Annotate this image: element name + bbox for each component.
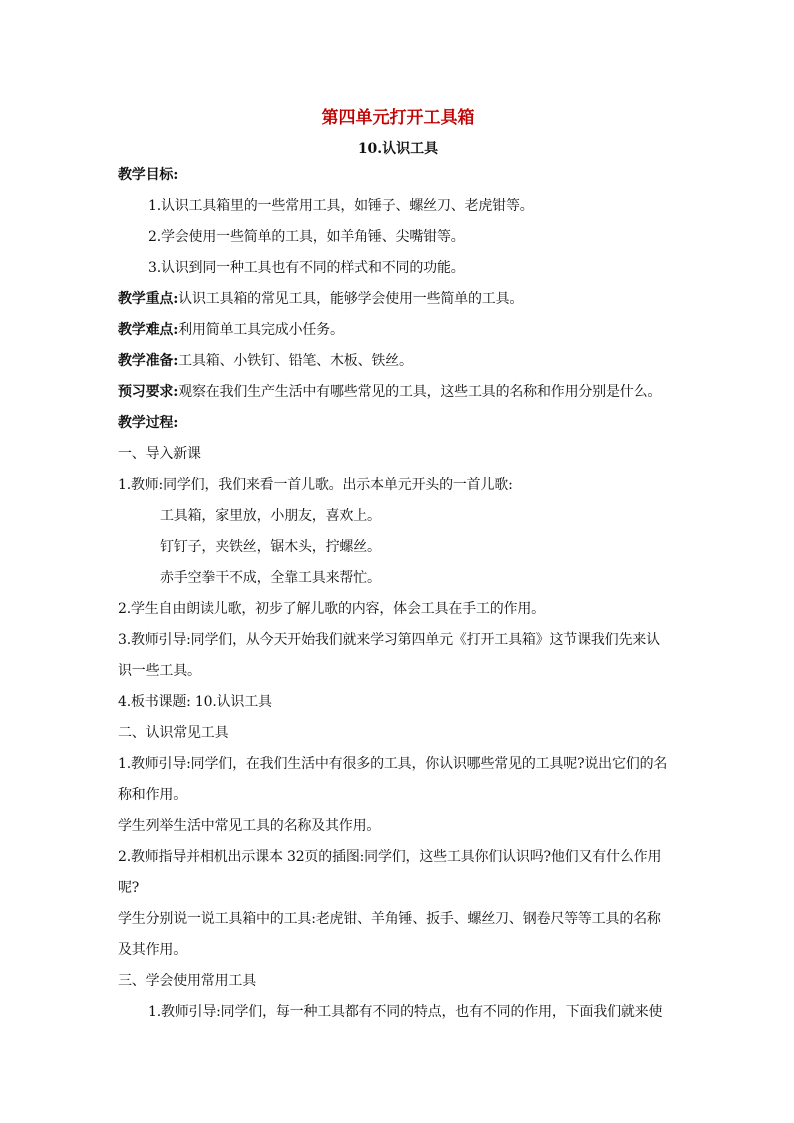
preparation-text: 工具箱、小铁钉、铅笔、木板、铁丝。 — [178, 353, 413, 369]
poem-line: 钉钉子，夹铁丝，锯木头，拧螺丝。 — [160, 539, 381, 555]
paragraph: 识一些工具。 — [118, 663, 201, 679]
paragraph: 2.学生自由朗读儿歌，初步了解儿歌的内容，体会工具在手工的作用。 — [118, 601, 545, 617]
goal-item: 3.认识到同一种工具也有不同的样式和不同的功能。 — [148, 260, 465, 276]
paragraph: 1.教师引导:同学们，每一种工具都有不同的特点，也有不同的作用，下面我们就来使 — [148, 1004, 663, 1020]
preview — [118, 377, 678, 408]
paragraph: 及其作用。 — [118, 942, 187, 958]
paragraph: 2.教师指导并相机出示课本 32页的插图:同学们，这些工具你们认识吗?他们又有什么作用 — [118, 849, 662, 865]
key-points-label: 教学重点: — [118, 291, 179, 307]
section-heading: 二、认识常见工具 — [118, 725, 229, 741]
poem-line: 赤手空拳干不成，全靠工具来帮忙。 — [160, 570, 381, 586]
paragraph: 学生分别说一说工具箱中的工具:老虎钳、羊角锤、扳手、螺丝刀、钢卷尺等等工具的名称 — [118, 911, 661, 927]
preparation-label: 教学准备: — [118, 353, 179, 369]
difficulty-text: 利用简单工具完成小任务。 — [178, 322, 344, 338]
paragraph: 3.教师引导:同学们，从今天开始我们就来学习第四单元《打开工具箱》这节课我们先来认 — [118, 632, 660, 648]
paragraph: 呢? — [118, 880, 140, 896]
key-points — [118, 284, 678, 315]
preview-label: 预习要求: — [118, 384, 179, 400]
process-heading: 教学过程: — [118, 415, 179, 431]
difficulty — [118, 315, 678, 346]
paragraph: 学生列举生活中常见工具的名称及其作用。 — [118, 818, 381, 834]
poem-line: 工具箱，家里放，小朋友，喜欢上。 — [160, 508, 381, 524]
section-heading: 一、导入新课 — [118, 446, 201, 462]
page-title: 第四单元打开工具箱 — [321, 108, 475, 128]
paragraph: 4.板书课题: 10.认识工具 — [118, 694, 272, 710]
section-heading: 三、学会使用常用工具 — [118, 973, 256, 989]
difficulty-label: 教学难点: — [118, 322, 179, 338]
goal-item: 1.认识工具箱里的一些常用工具，如锤子、螺丝刀、老虎钳等。 — [148, 198, 534, 214]
preview-text: 观察在我们生产生活中有哪些常见的工具，这些工具的名称和作用分别是什么。 — [178, 384, 662, 400]
goal-item: 2.学会使用一些简单的工具，如羊角锤、尖嘴钳等。 — [148, 229, 465, 245]
paragraph: 1.教师:同学们，我们来看一首儿歌。出示本单元开头的一首儿歌: — [118, 477, 513, 493]
goals-heading: 教学目标: — [118, 167, 179, 183]
key-points-text: 认识工具箱的常见工具，能够学会使用一些简单的工具。 — [178, 291, 524, 307]
paragraph: 1.教师引导:同学们，在我们生活中有很多的工具，你认识哪些常见的工具呢?说出它们的名 — [118, 756, 668, 772]
paragraph: 称和作用。 — [118, 787, 187, 803]
preparation — [118, 346, 678, 377]
lesson-title: 10.认识工具 — [357, 141, 439, 157]
